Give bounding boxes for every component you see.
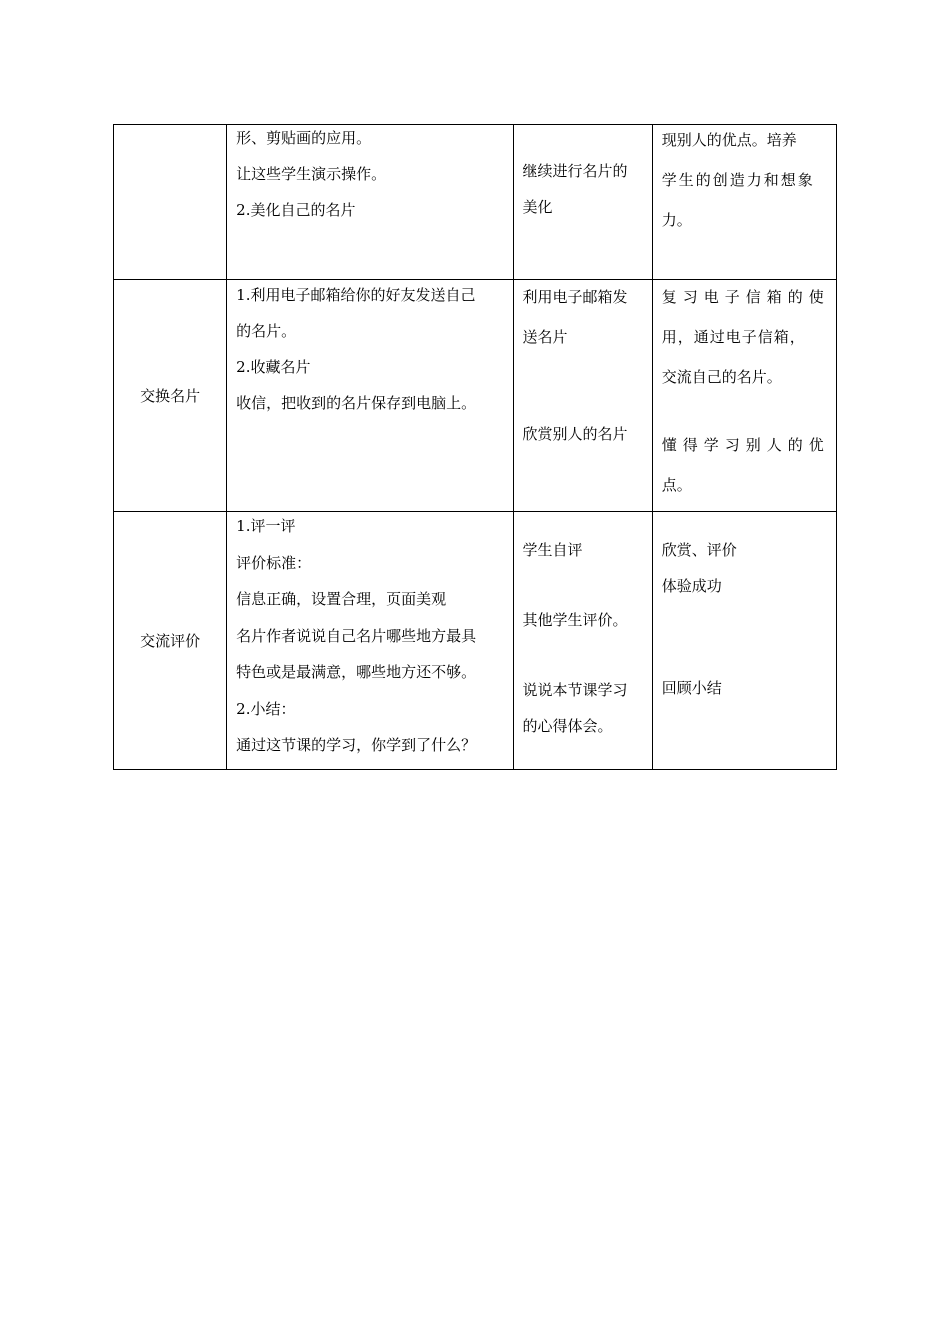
student-line: 说说本节课学习 [522, 681, 628, 699]
intent-line: 复习电子信箱的使 [661, 288, 830, 306]
student-line: 送名片 [522, 328, 568, 346]
stage-cell [114, 512, 227, 770]
teacher-line: 的名片。 [236, 322, 297, 340]
teacher-line: 2.美化自己的名片 [236, 201, 356, 219]
teacher-line: 信息正确，设置合理，页面美观 [236, 590, 447, 608]
stage-cell [114, 280, 227, 512]
intent-line: 体验成功 [661, 577, 722, 595]
lesson-plan-table [113, 124, 837, 770]
teacher-line: 2.收藏名片 [236, 358, 311, 376]
intent-line: 学生的创造力和想象 [661, 171, 815, 189]
student-activity-cell [513, 125, 652, 280]
intent-line: 现别人的优点。培养 [661, 131, 797, 149]
teacher-line: 让这些学生演示操作。 [236, 165, 387, 183]
teacher-line: 2.小结： [236, 699, 296, 718]
teacher-line: 1.利用电子邮箱给你的好友发送自己 [236, 286, 476, 304]
student-activity-cell [513, 512, 652, 770]
intent-line: 交流自己的名片。 [661, 368, 782, 386]
table-row [114, 280, 837, 512]
design-intent-cell [652, 512, 836, 770]
teacher-line: 收信，把收到的名片保存到电脑上。 [236, 394, 477, 412]
teacher-line: 通过这节课的学习，你学到了什么？ [236, 736, 477, 754]
student-line: 欣赏别人的名片 [522, 425, 628, 443]
teacher-line: 1.评一评 [236, 517, 296, 535]
teacher-line: 特色或是最满意，哪些地方还不够。 [236, 663, 477, 681]
design-intent-cell [652, 125, 836, 280]
teacher-activity-cell [227, 280, 513, 512]
stage-cell [114, 125, 227, 280]
student-line: 继续进行名片的 [522, 162, 628, 180]
design-intent-cell [652, 280, 836, 512]
teacher-line: 名片作者说说自己名片哪些地方最具 [236, 626, 477, 645]
intent-line: 懂得学习别人的优 [661, 436, 830, 454]
intent-line: 欣赏、评价 [661, 541, 737, 559]
stage-label: 交流评价 [140, 631, 201, 650]
student-line: 其他学生评价。 [522, 611, 628, 629]
table-row [114, 512, 837, 770]
student-activity-cell [513, 280, 652, 512]
teacher-activity-cell [227, 125, 513, 280]
teacher-line: 形、剪贴画的应用。 [236, 129, 372, 147]
student-line: 美化 [522, 198, 553, 216]
teacher-line: 评价标准： [236, 553, 312, 572]
teacher-activity-cell [227, 512, 513, 770]
intent-line: 点。 [661, 476, 692, 494]
student-line: 利用电子邮箱发 [522, 288, 628, 306]
student-line: 的心得体会。 [522, 717, 613, 735]
intent-line: 力。 [661, 211, 692, 229]
stage-label: 交换名片 [140, 386, 201, 405]
student-line: 学生自评 [522, 541, 583, 559]
table-row [114, 125, 837, 280]
intent-line: 回顾小结 [661, 679, 722, 697]
intent-line: 用，通过电子信箱， [661, 328, 806, 346]
